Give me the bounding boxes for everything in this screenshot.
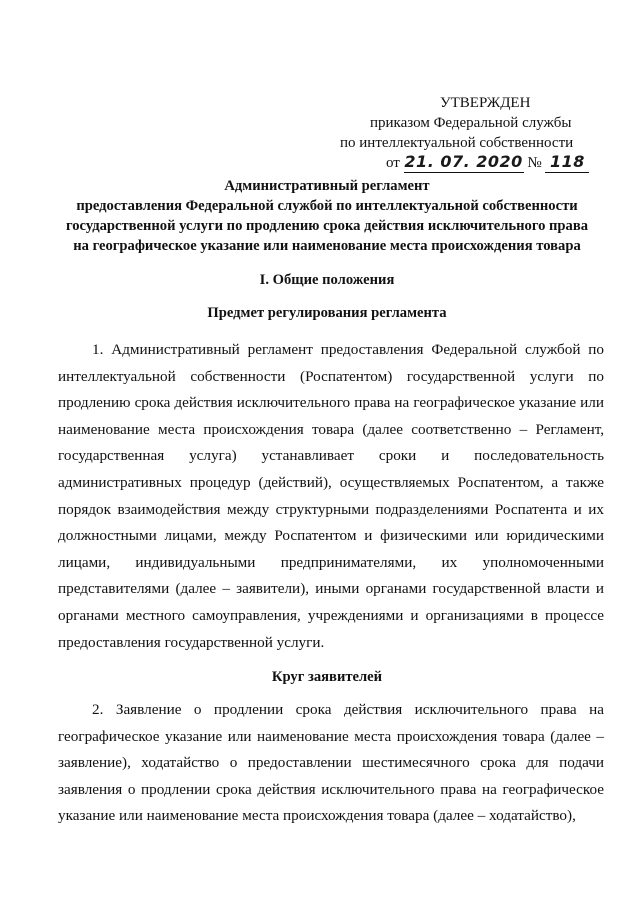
handwritten-date: 21. 07. 2020 (404, 152, 523, 171)
number-label: № (527, 155, 542, 171)
approval-authority-line: по интеллектуальной собственности (340, 135, 574, 151)
approval-date-number-line (340, 153, 610, 173)
title-line-2: предоставления Федеральной службой по интеллектуальной собственности (76, 198, 578, 214)
from-label: от (386, 155, 400, 171)
paragraph-1: 1. Административный регламент предоставления Федеральной службой по интеллектуальной собственности (Роспатентом) государственной услуги по продлению срока действия исключительного права на географическое указание или наименование места происхождения товара (далее соответственно – Регламент, государственная услуга) устанавливает сроки и последовательность административных процедур (действий), осуществляемых Роспатентом, а также порядок взаимодействия между структурными подразделениями Роспатента и их должностными лицами, между Роспатентом и физическими или юридическими лицами, индивидуальными предпринимателями, их уполномоченными представителями (далее – заявители), иными органами государственной власти и органами местного самоуправления, учреждениями и организациями в процессе предоставления государственной услуги. (58, 341, 604, 651)
section-heading-general: I. Общие положения (259, 272, 395, 288)
section-heading-applicants: Круг заявителей (271, 669, 383, 685)
title-line-1: Административный регламент (224, 178, 430, 194)
title-line-4: на географическое указание или наименование места происхождения товара (73, 238, 581, 254)
section-heading-subject: Предмет регулирования регламента (207, 305, 447, 321)
number-field (545, 153, 589, 173)
approval-block (340, 93, 610, 173)
paragraph-2: 2. Заявление о продлении срока действия исключительного права на географическое указание или наименование места происхождения товара (далее – заявление), ходатайство о предоставлении шестимесячного срока для подачи заявления о продлении срока действия исключительного права на географическое указание или наименование места происхождения товара (далее – ходатайство), (58, 701, 604, 825)
approval-order-line: приказом Федеральной службы (370, 115, 572, 131)
handwritten-number: 118 (549, 152, 585, 171)
date-field (404, 153, 524, 173)
title-line-3: государственной услуги по продлению срока действия исключительного права (65, 218, 589, 234)
document-title (40, 176, 614, 256)
approval-heading: УТВЕРЖДЕН (440, 95, 531, 111)
